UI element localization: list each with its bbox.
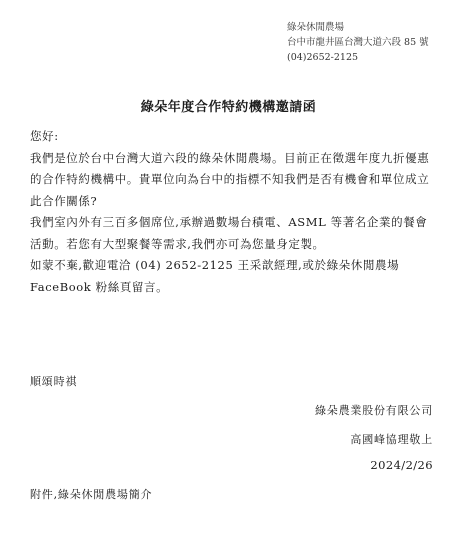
sender-block [287,20,429,65]
paragraph-2-line: 活動。若您有大型聚餐等需求,我們亦可為您量身定製。 [30,236,325,251]
greeting: 您好: [30,129,59,143]
sender-phone: (04)2652-2125 [287,52,359,63]
attachment-note: 附件,綠朵休閒農場簡介 [30,488,153,501]
sender-address: 台中市龍井區台灣大道六段 85 號 [287,37,429,48]
signature-person: 高國峰協理敬上 [350,433,433,446]
closing-phrase: 順頌時祺 [30,375,78,388]
paragraph-1-line: 的合作特約機構中。貴單位向為台中的指標不知我們是否有機會和單位成立 [30,172,430,186]
paragraph-3-line: FaceBook 粉絲頁留言。 [30,279,169,294]
paragraph-3-line: 如蒙不棄,歡迎電洽 (04) 2652-2125 王采歆經理,或於綠朵休閒農場 [30,258,400,272]
letter-date: 2024/2/26 [370,458,433,472]
sender-name: 綠朵休閒農場 [287,22,345,33]
signature-company: 綠朵農業股份有限公司 [315,404,433,417]
letter-body [30,126,440,298]
paragraph-1-line: 我們是位於台中台灣大道六段的綠朵休閒農場。目前正在徵選年度九折優惠 [30,150,430,165]
paragraph-2-line: 我們室內外有三百多個席位,承辦過數場台積電、ASML 等著名企業的餐會 [30,215,428,229]
letter-title: 綠朵年度合作特約機構邀請函 [140,100,317,115]
paragraph-1-line: 此合作關係? [30,193,98,208]
